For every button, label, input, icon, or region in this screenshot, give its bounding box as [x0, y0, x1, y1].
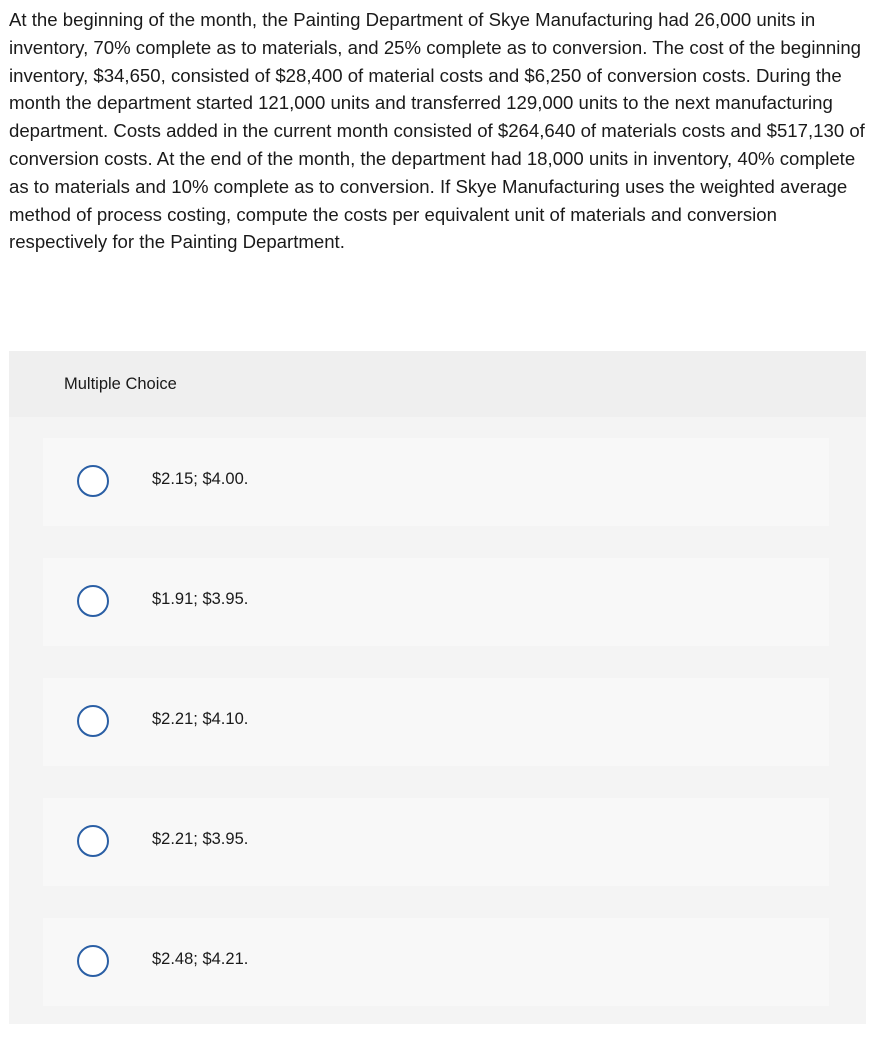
answer-option-4[interactable]: [43, 798, 829, 886]
answer-option-label: $2.21; $4.10.: [152, 710, 249, 728]
question-text: At the beginning of the month, the Painting Department of Skye Manufacturing had 26,000 units in inventory, 70% complete as to materials, and 25% complete as to conversion. The cost of the beginning inventory, $34,650, consisted of $28,400 of material costs and $6,250 of conversion costs. During the month the department started 121,000 units and transferred 129,000 units to the next manufacturing department. Costs added in the current month consisted of $264,640 of materials costs and $517,130 of conversion costs. At the end of the month, the department had 18,000 units in inventory, 40% complete as to materials and 10% complete as to conversion. If Skye Manufacturing uses the weighted average method of process costing, compute the costs per equivalent unit of materials and conversion respectively for the Painting Department.: [9, 9, 865, 253]
answer-option-3[interactable]: [43, 678, 829, 766]
answer-option-label: $2.15; $4.00.: [152, 470, 249, 488]
answer-option-2[interactable]: [43, 558, 829, 646]
answer-option-label: $2.21; $3.95.: [152, 830, 249, 848]
radio-button-icon[interactable]: [77, 585, 109, 617]
radio-button-icon[interactable]: [77, 945, 109, 977]
answer-options: [43, 438, 829, 1038]
multiple-choice-panel: [9, 351, 866, 1024]
multiple-choice-label: Multiple Choice: [64, 375, 177, 393]
radio-button-icon[interactable]: [77, 465, 109, 497]
multiple-choice-header: [9, 351, 866, 417]
answer-option-label: $2.48; $4.21.: [152, 950, 249, 968]
answer-option-1[interactable]: [43, 438, 829, 526]
radio-button-icon[interactable]: [77, 825, 109, 857]
radio-button-icon[interactable]: [77, 705, 109, 737]
answer-option-5[interactable]: [43, 918, 829, 1006]
answer-option-label: $1.91; $3.95.: [152, 590, 249, 608]
